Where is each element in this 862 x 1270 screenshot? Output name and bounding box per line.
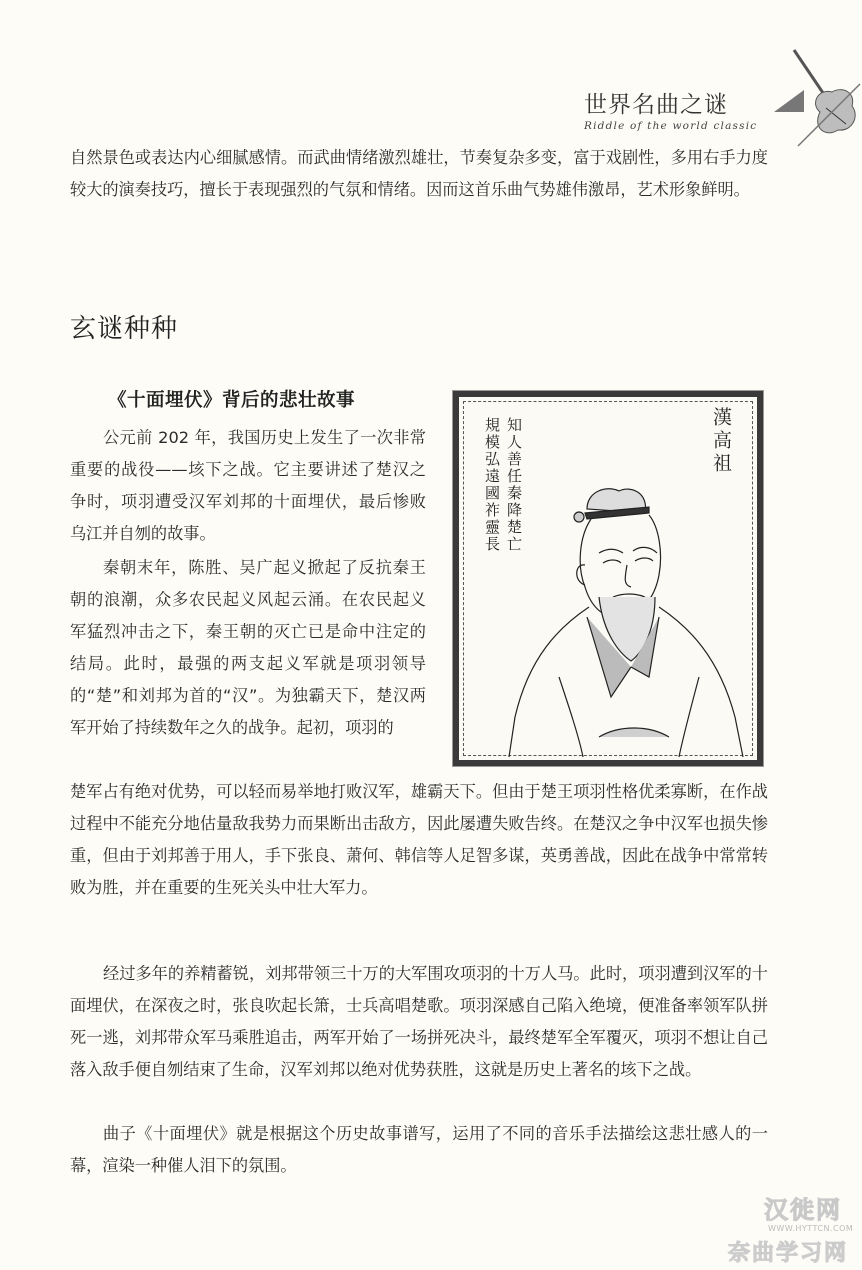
watermark-logo-text: 汉徙网: [764, 1196, 842, 1224]
story-title: 《十面埋伏》背后的悲壮故事: [108, 390, 356, 411]
portrait-figure-box: [453, 391, 763, 766]
running-header: [578, 68, 862, 148]
paragraph-1: 公元前 202 年，我国历史上发生了一次非常重要的战役——垓下之战。它主要讲述了楚汉之争时，项羽遭受汉军刘邦的十面埋伏，最后惨败乌江并自刎的故事。: [70, 428, 426, 543]
portrait-name-label: 漢高祖: [710, 407, 732, 476]
inscription-column-1: 知人善任秦降楚亡: [505, 417, 523, 553]
book-subtitle: Riddle of the world classic: [584, 120, 758, 132]
emperor-portrait-illustration: [499, 457, 759, 767]
paragraph-3: 经过多年的养精蓄锐，刘邦带领三十万的大军围攻项羽的十万人马。此时，项羽遭到汉军的十面埋伏，在深夜之时，张良吹起长箫，士兵高唱楚歌。项羽深感自己陷入绝境，便准备率领军队拼死一逃，刘邦带众军马乘胜追击，两军开始了一场拼死决斗，最终楚军全军覆灭，项羽不想让自己落入敌手便自刎结束了生命，汉军刘邦以绝对优势获胜，这就是历史上著名的垓下之战。: [70, 964, 768, 1079]
watermark-url: WWW.HYTTCN.COM: [768, 1224, 854, 1233]
paragraph-4: 曲子《十面埋伏》就是根据这个历史故事谱写，运用了不同的音乐手法描绘这悲壮感人的一幕，渲染一种催人泪下的氛围。: [70, 1124, 768, 1175]
paragraph-2-continued: 楚军占有绝对优势，可以轻而易举地打败汉军，雄霸天下。但由于楚王项羽性格优柔寡断，在作战过程中不能充分地估量敌我势力而果断出击敌方，因此屡遭失败告终。在楚汉之争中汉军也损失惨重，但由于刘邦善于用人，手下张良、萧何、韩信等人足智多谋，英勇善战，因此在战争中常常转败为胜，并在重要的生死关头中壮大军力。: [70, 782, 768, 897]
violin-icon: [790, 46, 862, 156]
intro-paragraph: 自然景色或表达内心细腻感情。而武曲情绪激烈雄壮，节奏复杂多变，富于戏剧性，多用右手力度较大的演奏技巧，擅长于表现强烈的气氛和情绪。因而这首乐曲气势雄伟激昂，艺术形象鲜明。: [70, 148, 768, 199]
paragraph-2-start: 秦朝末年，陈胜、吴广起义掀起了反抗秦王朝的浪潮，众多农民起义风起云涌。在农民起义军猛烈冲击之下，秦王朝的灭亡已是命中注定的结局。此时，最强的两支起义军就是项羽领导的“楚”和刘邦为首的“汉”。为独霸天下，楚汉两军开始了持续数年之久的战争。起初，项羽的: [70, 558, 426, 737]
section-title: 玄谜种种: [70, 314, 179, 344]
watermark-subtext: 奈曲学习网: [728, 1241, 849, 1266]
book-title: 世界名曲之谜: [584, 92, 728, 118]
inscription-column-2: 規模弘遠國祚靈長: [483, 417, 501, 553]
site-watermark: [720, 1190, 860, 1268]
